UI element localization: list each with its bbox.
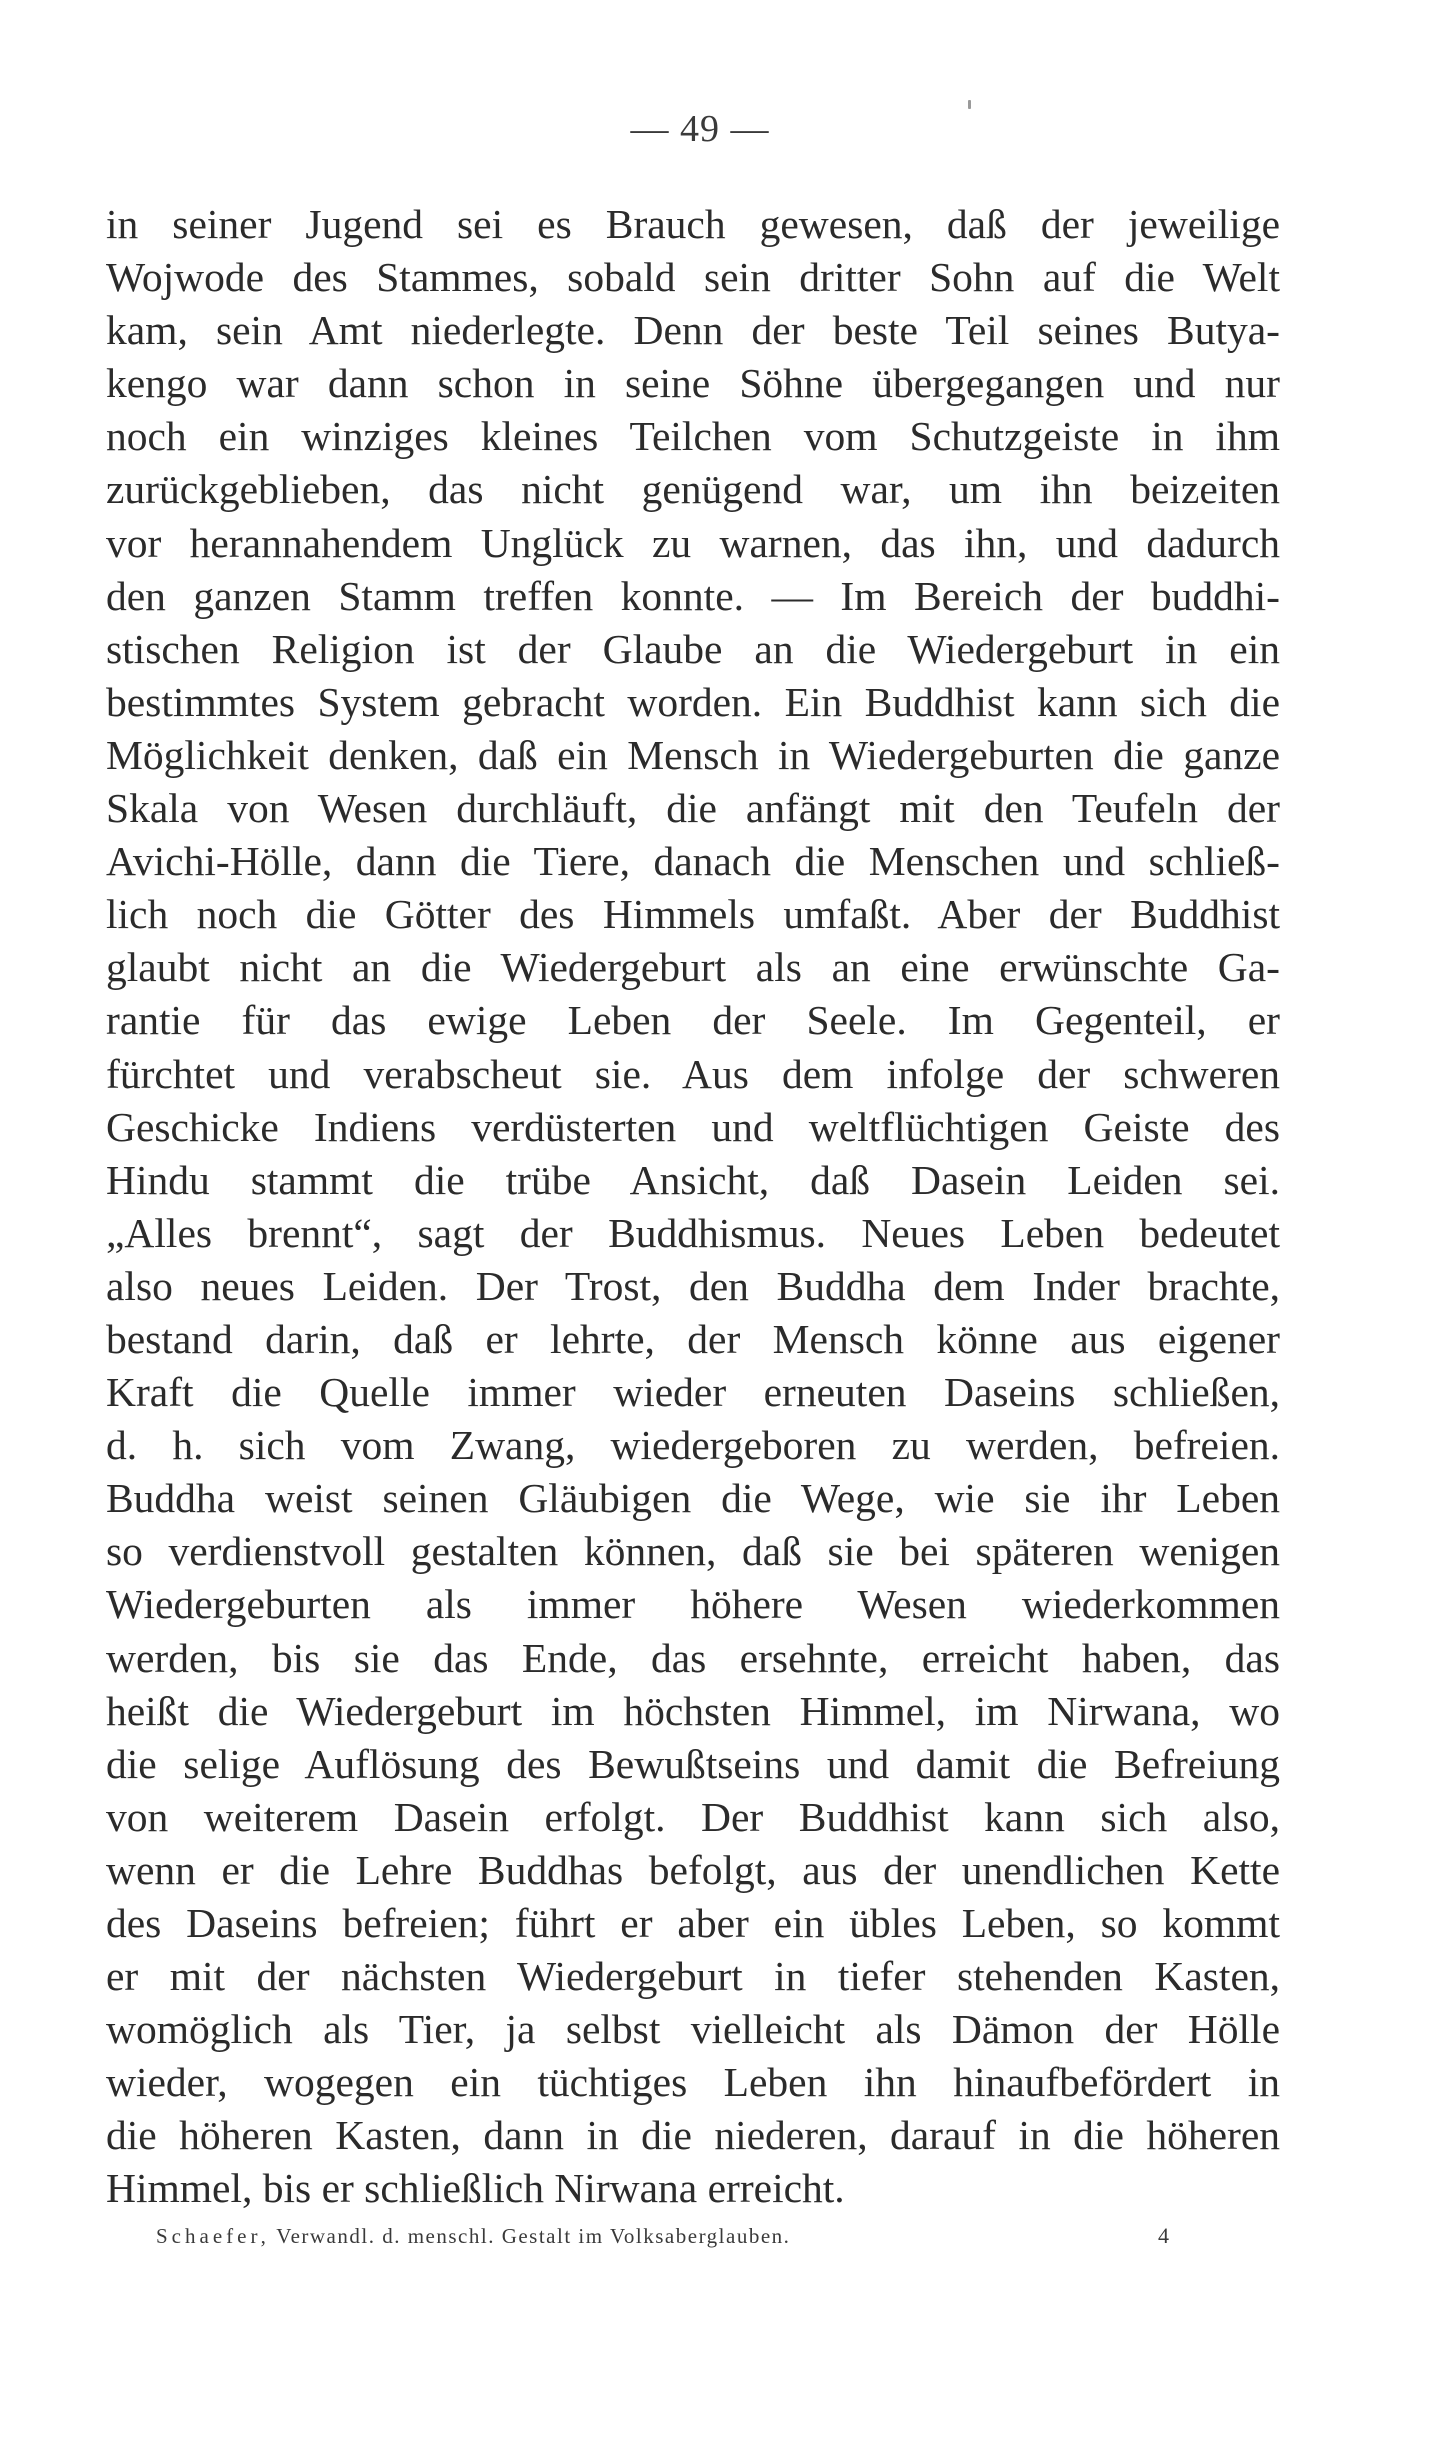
- text-line: fürchtet und verabscheut sie. Aus dem infolge der schweren: [106, 1050, 1280, 1097]
- text-line: d. h. sich vom Zwang, wiedergeboren zu werden, befreien.: [106, 1422, 1280, 1469]
- text-line: die selige Auflösung des Bewußtseins und damit die Befreiung: [106, 1740, 1280, 1787]
- text-line: glaubt nicht an die Wiedergeburt als an eine erwünschte Ga-: [106, 944, 1280, 991]
- text-line: zurückgeblieben, das nicht genügend war, um ihn beizeiten: [106, 466, 1280, 513]
- text-line: Buddha weist seinen Gläubigen die Wege, wie sie ihr Leben: [106, 1475, 1280, 1522]
- text-line: wenn er die Lehre Buddhas befolgt, aus der unendlichen Kette: [106, 1846, 1280, 1893]
- text-line: Möglichkeit denken, daß ein Mensch in Wiedergeburten die ganze: [106, 731, 1280, 778]
- text-line: Skala von Wesen durchläuft, die anfängt mit den Teufeln der: [106, 785, 1280, 832]
- text-line: so verdienstvoll gestalten können, daß sie bei späteren wenigen: [106, 1528, 1280, 1575]
- text-line: vor herannahendem Unglück zu warnen, das ihn, und dadurch: [106, 519, 1280, 566]
- text-line: den ganzen Stamm treffen konnte. — Im Bereich der buddhi-: [106, 572, 1280, 619]
- text-line: er mit der nächsten Wiedergeburt in tiefer stehenden Kasten,: [106, 1953, 1280, 2000]
- text-line: noch ein winziges kleines Teilchen vom Schutzgeiste in ihm: [106, 413, 1280, 460]
- text-line: heißt die Wiedergeburt im höchsten Himmel, im Nirwana, wo: [106, 1687, 1280, 1734]
- text-line: also neues Leiden. Der Trost, den Buddha dem Inder brachte,: [106, 1262, 1280, 1309]
- text-line: lich noch die Götter des Himmels umfaßt. Aber der Buddhist: [106, 891, 1280, 938]
- sheet-number: 4: [1158, 2223, 1169, 2248]
- text-line: stischen Religion ist der Glaube an die Wiedergeburt in ein: [106, 625, 1280, 672]
- signature-author: Schaefer,: [156, 2224, 270, 2248]
- bibliographic-signature: [156, 2218, 790, 2254]
- body-paragraph: [106, 198, 1280, 2216]
- text-line: „Alles brennt“, sagt der Buddhismus. Neues Leben bedeutet: [106, 1209, 1280, 1256]
- text-line: kengo war dann schon in seine Söhne übergegangen und nur: [106, 360, 1280, 407]
- text-line: von weiterem Dasein erfolgt. Der Buddhist kann sich also,: [106, 1793, 1280, 1840]
- text-line: Avichi-Hölle, dann die Tiere, danach die Menschen und schließ-: [106, 838, 1280, 885]
- text-line: Wiedergeburten als immer höhere Wesen wiederkommen: [106, 1581, 1280, 1628]
- signature-line: [106, 2218, 1280, 2254]
- text-line: bestimmtes System gebracht worden. Ein Buddhist kann sich die: [106, 678, 1280, 725]
- text-line: Hindu stammt die trübe Ansicht, daß Dasein Leiden sei.: [106, 1156, 1280, 1203]
- text-line: Himmel, bis er schließlich Nirwana erreicht.: [106, 2165, 845, 2212]
- text-line: bestand darin, daß er lehrte, der Mensch könne aus eigener: [106, 1315, 1280, 1362]
- ink-speck: [968, 100, 971, 109]
- text-line: kam, sein Amt niederlegte. Denn der beste Teil seines Butya-: [106, 307, 1280, 354]
- text-line: Kraft die Quelle immer wieder erneuten Daseins schließen,: [106, 1369, 1280, 1416]
- text-line: Wojwode des Stammes, sobald sein dritter Sohn auf die Welt: [106, 254, 1280, 301]
- text-line: des Daseins befreien; führt er aber ein übles Leben, so kommt: [106, 1900, 1280, 1946]
- page-number: — 49 —: [630, 108, 770, 150]
- text-line: werden, bis sie das Ende, das ersehnte, erreicht haben, das: [106, 1634, 1280, 1681]
- text-line: rantie für das ewige Leben der Seele. Im Gegenteil, er: [106, 997, 1280, 1044]
- text-line: Geschicke Indiens verdüsterten und weltflüchtigen Geiste des: [106, 1103, 1280, 1150]
- text-line: wieder, wogegen ein tüchtiges Leben ihn hinaufbefördert in: [106, 2059, 1280, 2106]
- text-line: in seiner Jugend sei es Brauch gewesen, daß der jeweilige: [106, 201, 1280, 247]
- text-line: womöglich als Tier, ja selbst vielleicht als Dämon der Hölle: [106, 2006, 1280, 2053]
- text-line: die höheren Kasten, dann in die niederen, darauf in die höheren: [106, 2112, 1280, 2159]
- signature-title: Verwandl. d. menschl. Gestalt im Volksaberglauben.: [276, 2224, 791, 2248]
